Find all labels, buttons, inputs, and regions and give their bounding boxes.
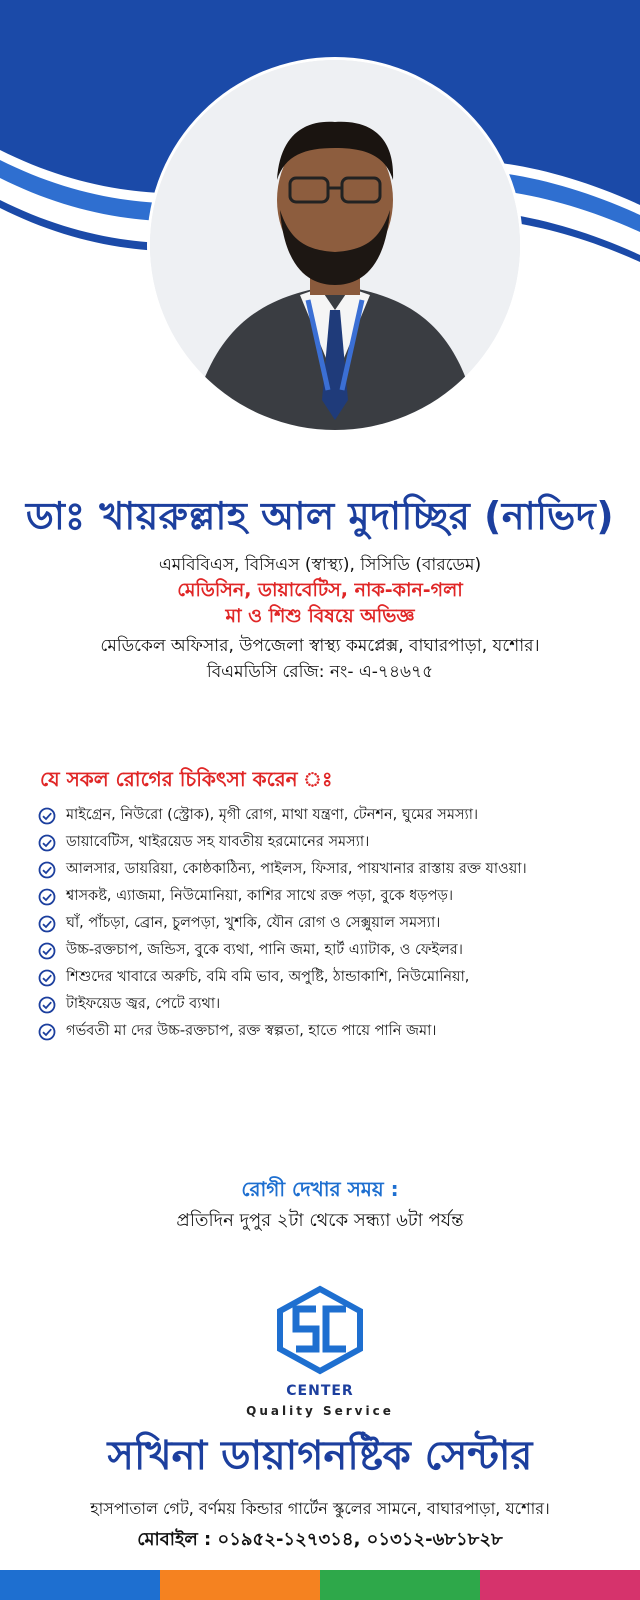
- check-circle-icon: [38, 861, 56, 879]
- doctor-registration: বিএমডিসি রেজি: নং- এ-৭৪৬৭৫: [206, 662, 434, 682]
- list-item: [38, 804, 618, 827]
- list-item-text: আলসার, ডায়রিয়া, কোষ্ঠকাঠিন্য, পাইলস, ফিসার, পায়খানার রাস্তায় রক্ত যাওয়া।: [66, 861, 527, 877]
- schedule-title: রোগী দেখার সময় :: [241, 1177, 399, 1201]
- list-item-text: উচ্চ-রক্তচাপ, জন্ডিস, বুকে ব্যথা, পানি জমা, হার্ট এ্যাটাক, ও ফেইলর।: [66, 942, 463, 958]
- doctor-portrait: [150, 60, 520, 430]
- treatments-list: [38, 804, 618, 1047]
- center-address: হাসপাতাল গেট, বর্ণময় কিন্ডার গার্টেন স্কুলের সামনে, বাঘারপাড়া, যশোর।: [90, 1499, 550, 1518]
- footer-bar-blue: [0, 1570, 160, 1600]
- doctor-specialty-1: মেডিসিন, ডায়াবেটিস, নাক-কান-গলা: [177, 579, 463, 601]
- check-circle-icon: [38, 942, 56, 960]
- logo-label: CENTER: [286, 1383, 354, 1399]
- list-item-text: শ্বাসকষ্ট, এ্যাজমা, নিউমোনিয়া, কাশির সাথে রক্ত পড়া, বুকে ধড়পড়।: [66, 888, 454, 904]
- footer-bar-orange: [160, 1570, 320, 1600]
- list-item-text: শিশুদের খাবারে অরুচি, বমি বমি ভাব, অপুষ্টি, ঠান্ডাকাশি, নিউমোনিয়া,: [66, 969, 470, 985]
- list-item: [38, 939, 618, 962]
- doctor-position: মেডিকেল অফিসার, উপজেলা স্বাস্থ্য কমপ্লেক্স, বাঘারপাড়া, যশোর।: [100, 636, 540, 656]
- footer-bar-pink: [480, 1570, 640, 1600]
- center-name: সখিনা ডায়াগনষ্টিক সেন্টার: [107, 1433, 533, 1479]
- check-circle-icon: [38, 807, 56, 825]
- list-item: [38, 858, 618, 881]
- list-item: [38, 1020, 618, 1043]
- list-item: [38, 831, 618, 854]
- list-item-text: গর্ভবতী মা দের উচ্চ-রক্তচাপ, রক্ত স্বল্পতা, হাতে পায়ে পানি জমা।: [66, 1023, 437, 1039]
- doctor-degrees: এমবিবিএস, বিসিএস (স্বাস্থ্য), সিসিডি (বারডেম): [158, 555, 482, 575]
- list-item-text: মাইগ্রেন, নিউরো (স্ট্রোক), মৃগী রোগ, মাথা যন্ত্রণা, টেনশন, ঘুমের সমস্যা।: [66, 807, 479, 823]
- list-item: [38, 993, 618, 1016]
- doctor-specialty-2: মা ও শিশু বিষয়ে অভিজ্ঞ: [225, 605, 415, 627]
- center-mobile: মোবাইল : ০১৯৫২-১২৭৩১৪, ০১৩১২-৬৮১৮২৮: [137, 1529, 503, 1550]
- doctor-name: ডাঃ খায়রুল্লাহ আল মুদাচ্ছির (নাভিদ): [25, 494, 615, 538]
- check-circle-icon: [38, 888, 56, 906]
- list-item-text: ঘাঁ, পাঁচড়া, ব্রোন, চুলপড়া, খুশকি, যৌন রোগ ও সেক্সুয়াল সমস্যা।: [66, 915, 441, 931]
- check-circle-icon: [38, 1023, 56, 1041]
- check-circle-icon: [38, 834, 56, 852]
- check-circle-icon: [38, 915, 56, 933]
- center-logo-icon: [270, 1285, 370, 1375]
- check-circle-icon: [38, 996, 56, 1014]
- list-item: [38, 912, 618, 935]
- logo-tagline: Quality Service: [246, 1404, 394, 1418]
- footer-bar-green: [320, 1570, 480, 1600]
- check-circle-icon: [38, 969, 56, 987]
- list-item: [38, 966, 618, 989]
- treatments-title: যে সকল রোগের চিকিৎসা করেন ঃ: [40, 767, 333, 791]
- schedule-text: প্রতিদিন দুপুর ২টা থেকে সন্ধ্যা ৬টা পর্যন্ত: [176, 1210, 464, 1231]
- list-item-text: টাইফয়েড জ্বর, পেটে ব্যথা।: [66, 996, 221, 1012]
- list-item-text: ডায়াবেটিস, থাইরয়েড সহ যাবতীয় হরমোনের সমস্যা।: [66, 834, 370, 850]
- list-item: [38, 885, 618, 908]
